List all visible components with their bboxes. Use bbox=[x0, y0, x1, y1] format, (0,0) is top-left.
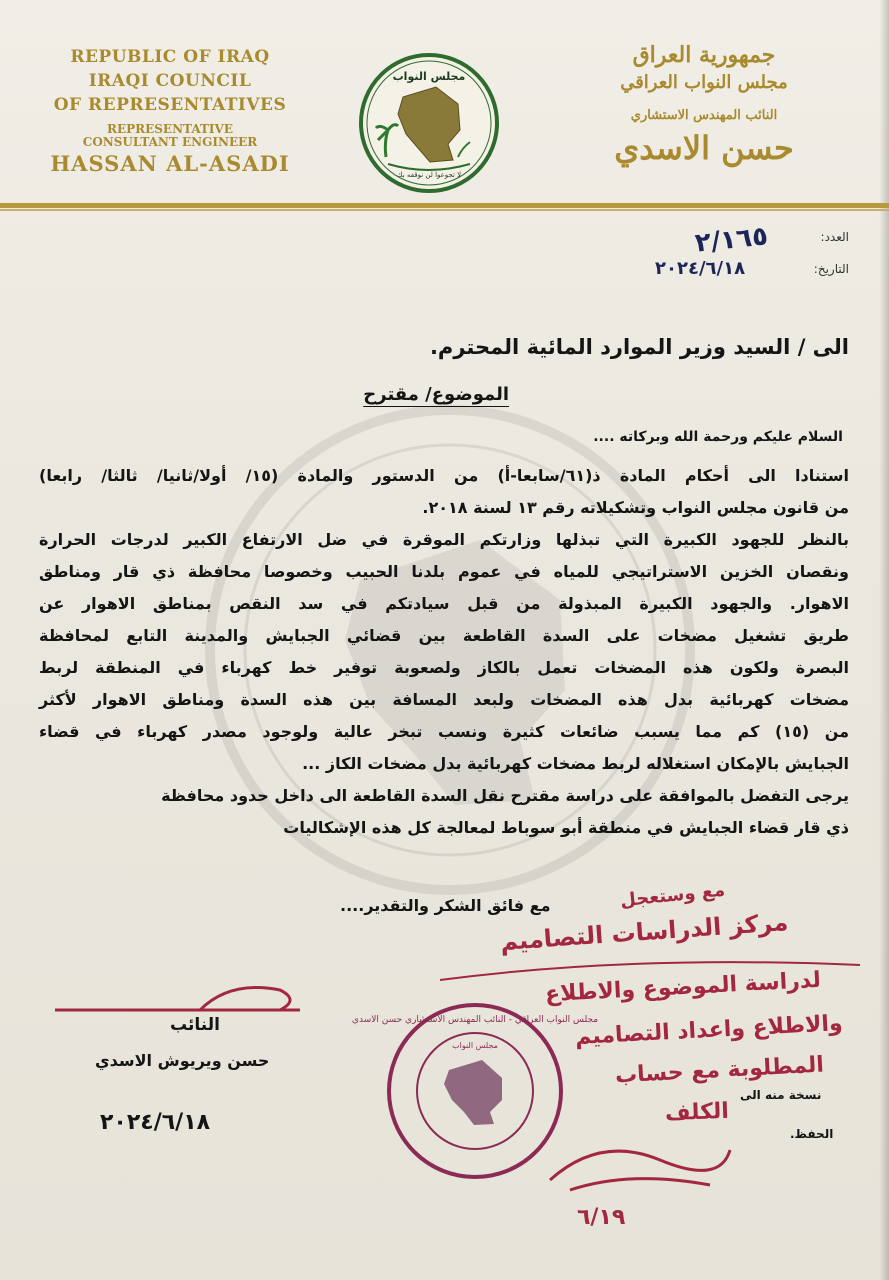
body-line: من قانون مجلس النواب وتشكيلاته رقم ١٣ لسنة ٢٠١٨. bbox=[422, 498, 849, 517]
body-line: مضخات كهربائية بدل هذه المضخات ولبعد المسافة بين هذه السدة ومناطق الاهوار لأكثر bbox=[39, 690, 849, 709]
signature-date: ٢٠٢٤/٦/١٨ bbox=[100, 1110, 211, 1135]
letterhead-en-line-4: REPRESENTATIVE bbox=[107, 122, 233, 136]
letter-date-label: التاريخ: bbox=[813, 262, 849, 276]
letter-number-label: العدد: bbox=[820, 230, 849, 244]
copy-to-label: نسخة منه الى bbox=[740, 1088, 822, 1102]
handwritten-note-5: المطلوبة مع حساب bbox=[614, 1052, 825, 1089]
body-line: يرجى التفضل بالموافقة على دراسة مقترح نقل السدة القاطعة الى داخل حدود محافظة bbox=[161, 786, 849, 805]
handwritten-note-1: مع وستعجل bbox=[619, 879, 726, 912]
subject-line: الموضوع/ مقترح bbox=[363, 384, 509, 405]
letterhead-en-line-5: CONSULTANT ENGINEER bbox=[82, 135, 258, 149]
closing: مع فائق الشكر والتقدير.... bbox=[340, 896, 551, 915]
stamp-inner-text: مجلس النواب bbox=[452, 1041, 498, 1050]
letterhead-en-name: HASSAN AL-ASADI bbox=[50, 151, 290, 176]
body-line: استنادا الى أحكام المادة ذ(٦١/سابعا-أ) من الدستور والمادة (١٥/ أولا/ثانيا/ ثالثا/ رابعا) bbox=[39, 466, 849, 485]
letter-body bbox=[39, 460, 849, 844]
filing-label: الحفظ. bbox=[790, 1127, 834, 1141]
letterhead-ar-line-3: النائب المهندس الاستشاري bbox=[630, 108, 778, 123]
letterhead-en-line-1: REPUBLIC OF IRAQ bbox=[70, 47, 270, 67]
body-line: الجبايش بالإمكان استغلاله لربط مضخات كهربائية بدل مضخات الكاز ... bbox=[302, 754, 849, 773]
handwritten-note-2: مركز الدراسات التصاميم bbox=[499, 907, 790, 957]
page-edge-shadow bbox=[879, 0, 889, 1280]
english-letterhead bbox=[20, 45, 320, 179]
signatory-name: حسن ويريوش الاسدي bbox=[95, 1051, 270, 1070]
handwritten-note-6: الكلف bbox=[664, 1098, 730, 1127]
letterhead-en-line-3: OF REPRESENTATIVES bbox=[53, 95, 287, 115]
red-signature bbox=[540, 1130, 740, 1210]
letterhead-divider bbox=[0, 203, 889, 208]
letterhead-ar-name: حسن الاسدي bbox=[614, 129, 794, 167]
letter-date-value: ٢٠٢٤/٦/١٨ bbox=[655, 258, 746, 279]
handwritten-note-4: والاطلاع واعداد التصاميم bbox=[574, 1011, 844, 1050]
signatory-title: النائب bbox=[170, 1015, 220, 1035]
handwritten-note-date: ٦/١٩ bbox=[577, 1205, 626, 1230]
logo-top-text: مجلس النواب bbox=[392, 70, 466, 83]
letter-number-value: ٢/١٦٥ bbox=[693, 221, 770, 259]
body-line: ذي قار قضاء الجبايش في منطقة أبو سوباط لمعالجة كل هذه الإشكاليات bbox=[283, 818, 849, 837]
addressee: الى / السيد وزير الموارد المائية المحترم. bbox=[429, 335, 849, 359]
body-line: البصرة ولكون هذه المضخات تعمل بالكاز ولصعوبة توفير خط كهرباء في المنطقة لربط bbox=[39, 658, 849, 677]
logo-bottom-text: لا تجوعوا لن نوقفه بك bbox=[396, 171, 462, 179]
official-stamp bbox=[351, 1000, 599, 1182]
greeting: السلام عليكم ورحمة الله وبركاته .... bbox=[593, 429, 843, 445]
letterhead-ar-line-1: جمهورية العراق bbox=[632, 42, 776, 68]
body-line: ونقصان الخزين الاستراتيجي للمياه في عموم بلدنا الحبيب وخصوصا محافظة ذي قار ومناطق bbox=[39, 562, 849, 581]
parliament-logo bbox=[358, 52, 500, 194]
arabic-letterhead bbox=[574, 40, 834, 170]
letterhead-ar-line-2: مجلس النواب العراقي bbox=[620, 72, 788, 93]
letterhead-en-line-2: IRAQI COUNCIL bbox=[88, 71, 252, 91]
stamp-outer-text: مجلس النواب العراقي - النائب المهندس الاستشاري حسن الاسدي bbox=[351, 1015, 599, 1025]
body-line: من (١٥) كم مما يسبب ضائعات كثيرة ونسب تبخر عالية ولوجود مصدر كهرباء في قضاء bbox=[39, 722, 850, 741]
body-line: طريق تشغيل مضخات على السدة القاطعة بين قضائي الجبايش والمدينة التابع لمحافظة bbox=[39, 626, 849, 645]
body-line: بالنظر للجهود الكبيرة التي تبذلها وزارتكم الموقرة في ضل الارتفاع الكبير لدرجات الحرارة bbox=[39, 530, 849, 549]
handwritten-note-3: لدراسة الموضوع والاطلاع bbox=[544, 967, 822, 1008]
body-line: الاهوار. والجهود الكبيرة المبذولة من قبل سيادتكم في سد النقص بمناطق الاهوار عن bbox=[39, 594, 849, 613]
letterhead-divider-thin bbox=[0, 209, 889, 211]
